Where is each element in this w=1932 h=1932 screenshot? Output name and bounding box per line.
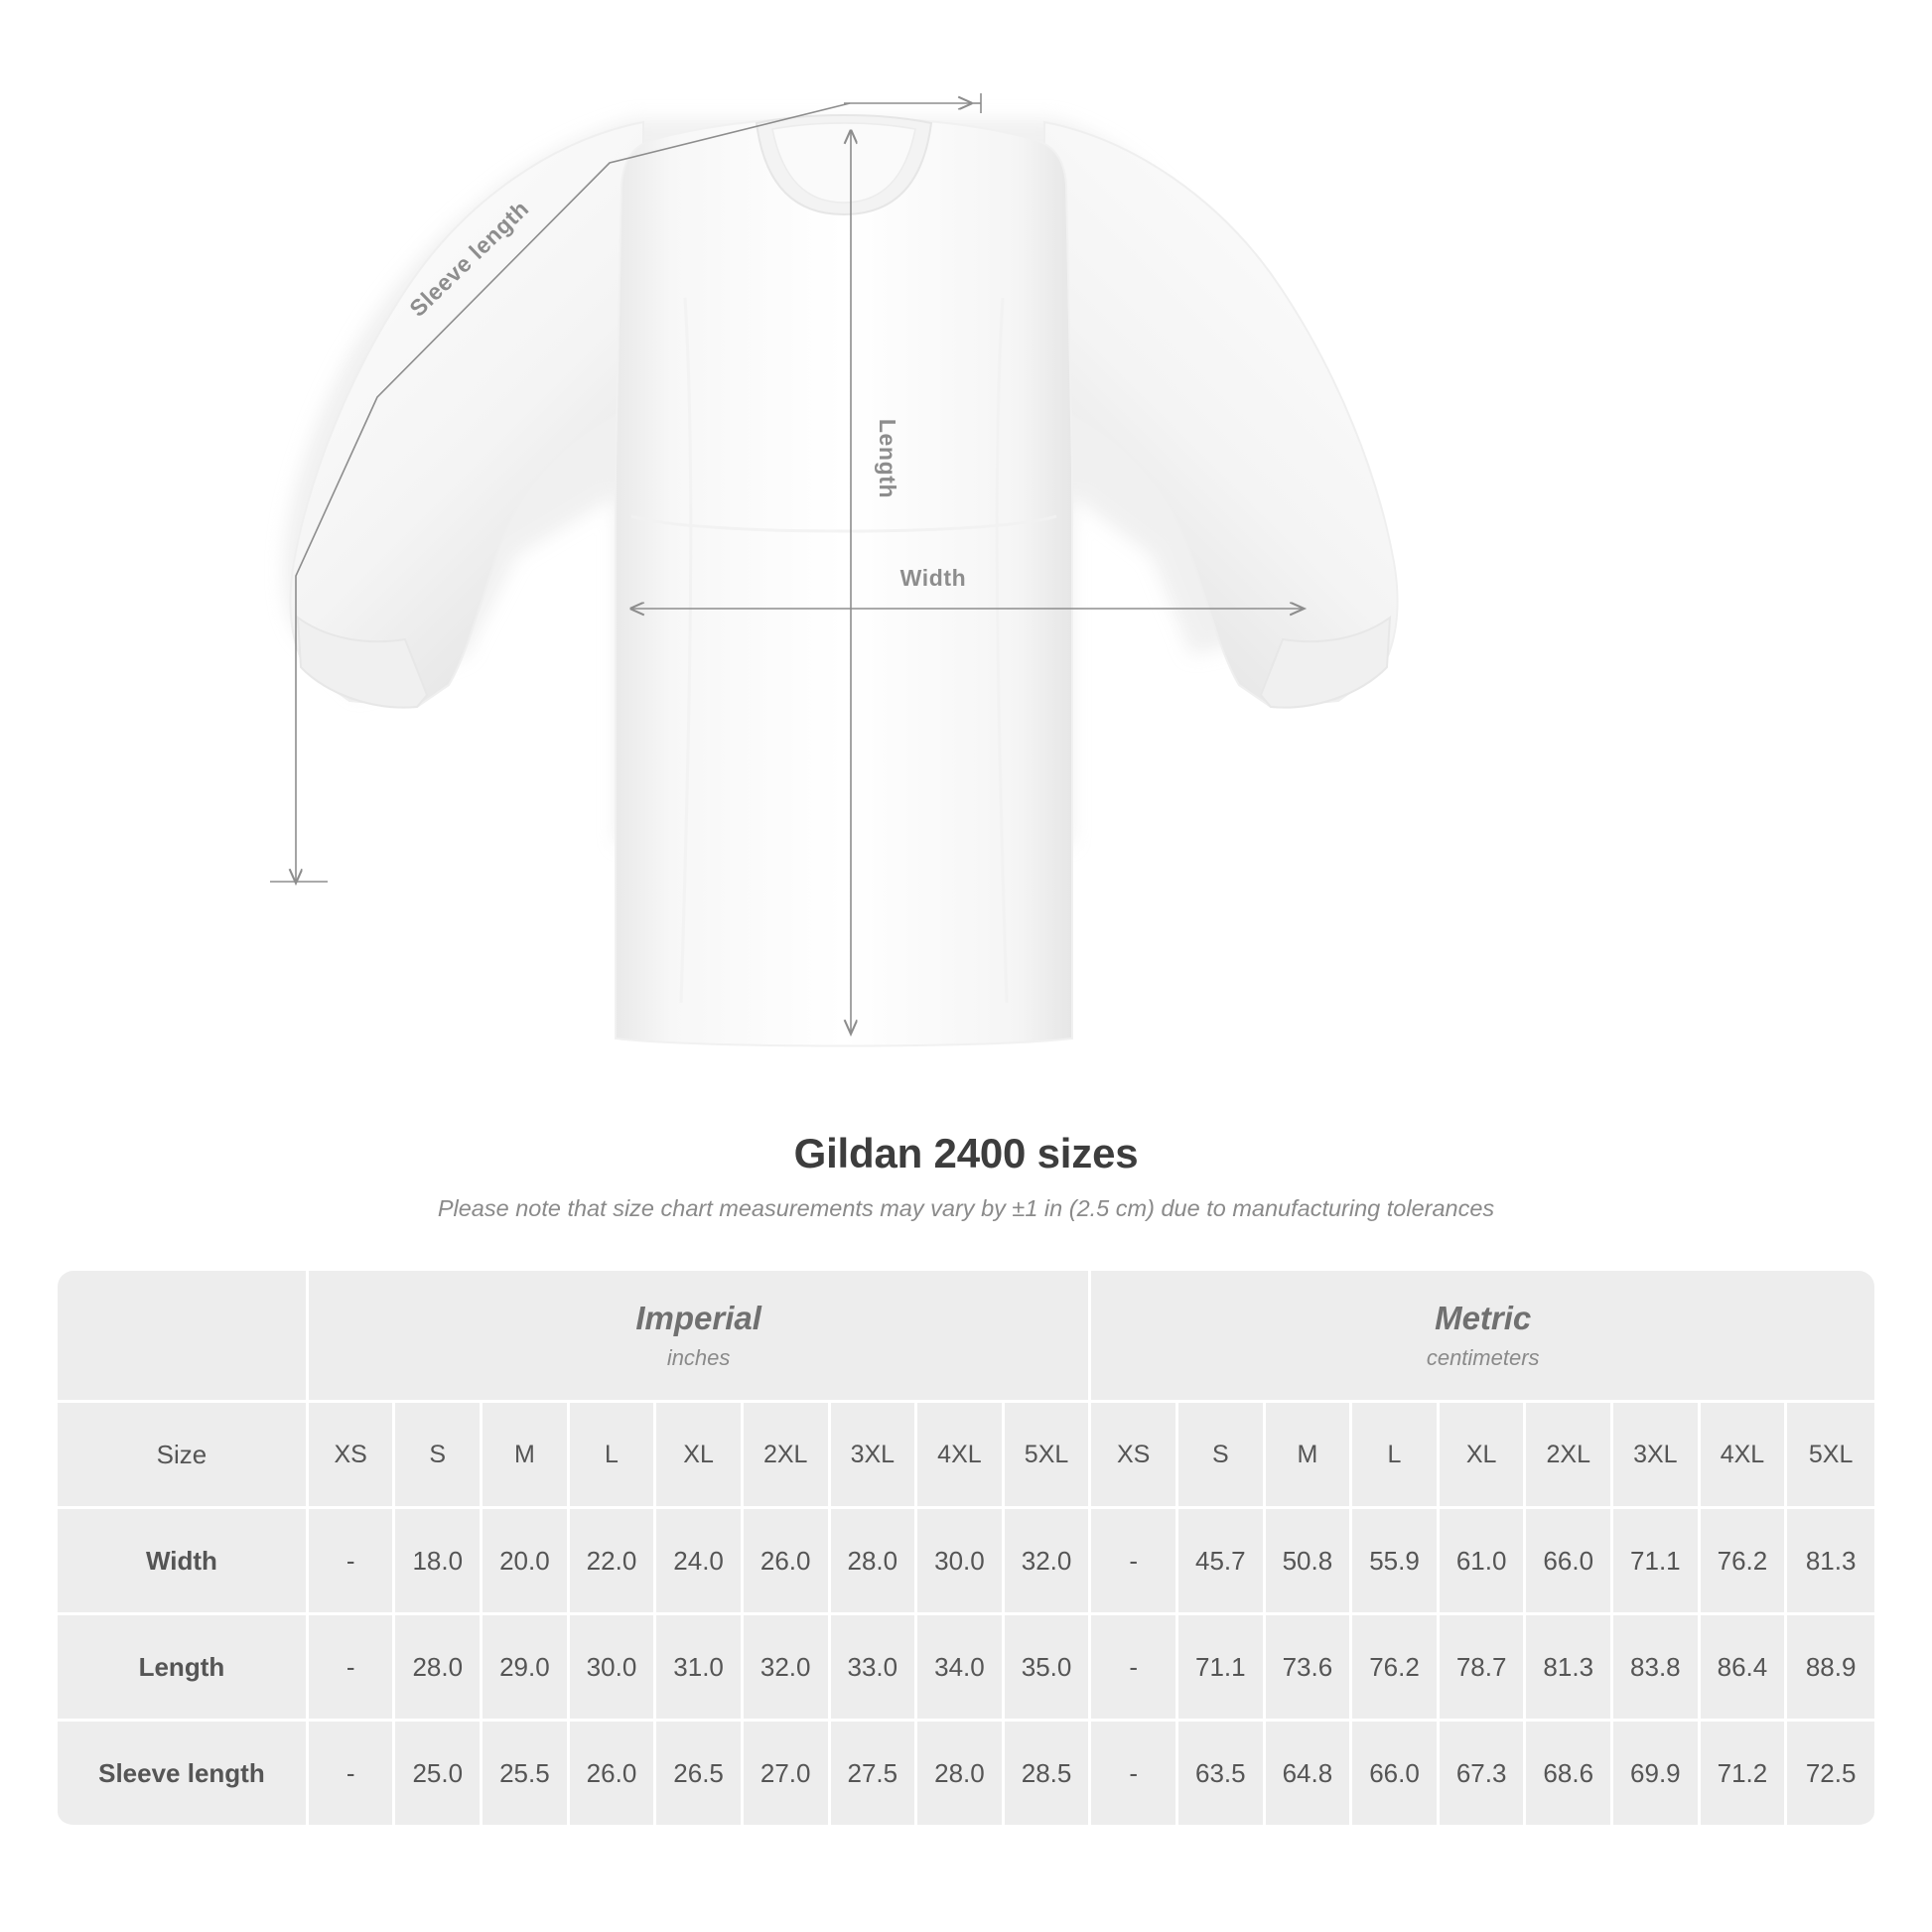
table-row <box>58 1509 1874 1615</box>
size-header-imperial-m: M <box>483 1403 570 1509</box>
cell-length-metric-l: 76.2 <box>1352 1615 1440 1722</box>
column-header-size: Size <box>58 1403 309 1509</box>
cell-sleeve-imperial-3xl: 27.5 <box>831 1722 918 1828</box>
cell-sleeve-imperial-s: 25.0 <box>395 1722 483 1828</box>
cell-length-imperial-2xl: 32.0 <box>744 1615 831 1722</box>
unit-name-imperial: Imperial <box>635 1300 761 1336</box>
unit-sub-imperial: inches <box>666 1345 731 1370</box>
size-header-metric-2xl: 2XL <box>1526 1403 1613 1509</box>
cell-width-metric-m: 50.8 <box>1266 1509 1353 1615</box>
cell-width-imperial-m: 20.0 <box>483 1509 570 1615</box>
cell-length-metric-xs: - <box>1091 1615 1178 1722</box>
length-label: Length <box>875 418 900 499</box>
cell-sleeve-imperial-xl: 26.5 <box>656 1722 744 1828</box>
cell-sleeve-metric-4xl: 71.2 <box>1701 1722 1788 1828</box>
size-header-imperial-s: S <box>395 1403 483 1509</box>
cell-sleeve-imperial-m: 25.5 <box>483 1722 570 1828</box>
cell-length-metric-m: 73.6 <box>1266 1615 1353 1722</box>
size-header-imperial-4xl: 4XL <box>917 1403 1005 1509</box>
size-header-row <box>58 1403 1874 1509</box>
cell-width-imperial-s: 18.0 <box>395 1509 483 1615</box>
cell-length-imperial-xs: - <box>309 1615 396 1722</box>
left-sleeve <box>290 122 643 707</box>
cell-width-imperial-5xl: 32.0 <box>1005 1509 1092 1615</box>
cell-length-metric-3xl: 83.8 <box>1613 1615 1701 1722</box>
cell-sleeve-metric-l: 66.0 <box>1352 1722 1440 1828</box>
size-header-metric-4xl: 4XL <box>1701 1403 1788 1509</box>
size-header-imperial-2xl: 2XL <box>744 1403 831 1509</box>
cell-length-imperial-xl: 31.0 <box>656 1615 744 1722</box>
size-header-metric-5xl: 5XL <box>1787 1403 1874 1509</box>
size-header-imperial-5xl: 5XL <box>1005 1403 1092 1509</box>
row-label-length: Length <box>58 1615 309 1722</box>
right-sleeve <box>1044 122 1398 707</box>
cell-width-metric-l: 55.9 <box>1352 1509 1440 1615</box>
row-label-sleeve-length: Sleeve length <box>58 1722 309 1828</box>
size-header-metric-s: S <box>1178 1403 1266 1509</box>
cell-width-metric-4xl: 76.2 <box>1701 1509 1788 1615</box>
unit-header-metric <box>1091 1271 1874 1403</box>
cell-sleeve-imperial-4xl: 28.0 <box>917 1722 1005 1828</box>
size-header-metric-l: L <box>1352 1403 1440 1509</box>
cell-width-metric-2xl: 66.0 <box>1526 1509 1613 1615</box>
cell-width-metric-5xl: 81.3 <box>1787 1509 1874 1615</box>
cell-width-imperial-xs: - <box>309 1509 396 1615</box>
size-header-imperial-xs: XS <box>309 1403 396 1509</box>
size-header-imperial-3xl: 3XL <box>831 1403 918 1509</box>
cell-sleeve-metric-5xl: 72.5 <box>1787 1722 1874 1828</box>
cell-length-metric-4xl: 86.4 <box>1701 1615 1788 1722</box>
measurement-note: Please note that size chart measurements may vary by ±1 in (2.5 cm) due to manufacturing tolerances <box>437 1195 1495 1221</box>
size-header-imperial-xl: XL <box>656 1403 744 1509</box>
cell-length-metric-5xl: 88.9 <box>1787 1615 1874 1722</box>
cell-sleeve-metric-xl: 67.3 <box>1440 1722 1527 1828</box>
cell-width-imperial-3xl: 28.0 <box>831 1509 918 1615</box>
cell-sleeve-metric-s: 63.5 <box>1178 1722 1266 1828</box>
cell-sleeve-imperial-2xl: 27.0 <box>744 1722 831 1828</box>
cell-width-metric-s: 45.7 <box>1178 1509 1266 1615</box>
size-header-metric-xl: XL <box>1440 1403 1527 1509</box>
cell-sleeve-imperial-xs: - <box>309 1722 396 1828</box>
cell-sleeve-metric-2xl: 68.6 <box>1526 1722 1613 1828</box>
cell-sleeve-metric-xs: - <box>1091 1722 1178 1828</box>
table-row <box>58 1615 1874 1722</box>
unit-header-imperial <box>309 1271 1092 1403</box>
cell-length-imperial-s: 28.0 <box>395 1615 483 1722</box>
unit-sub-metric: centimeters <box>1426 1345 1540 1370</box>
size-table <box>58 1271 1874 1828</box>
cell-width-metric-xl: 61.0 <box>1440 1509 1527 1615</box>
cell-length-imperial-4xl: 34.0 <box>917 1615 1005 1722</box>
row-label-width: Width <box>58 1509 309 1615</box>
cell-length-imperial-m: 29.0 <box>483 1615 570 1722</box>
cell-sleeve-imperial-5xl: 28.5 <box>1005 1722 1092 1828</box>
cell-width-imperial-xl: 24.0 <box>656 1509 744 1615</box>
unit-name-metric: Metric <box>1435 1300 1532 1336</box>
table-row <box>58 1722 1874 1828</box>
cell-length-metric-s: 71.1 <box>1178 1615 1266 1722</box>
size-header-metric-xs: XS <box>1091 1403 1178 1509</box>
cell-length-metric-xl: 78.7 <box>1440 1615 1527 1722</box>
cell-length-imperial-3xl: 33.0 <box>831 1615 918 1722</box>
width-label: Width <box>899 565 967 591</box>
size-header-imperial-l: L <box>570 1403 657 1509</box>
cell-width-imperial-4xl: 30.0 <box>917 1509 1005 1615</box>
cell-length-imperial-5xl: 35.0 <box>1005 1615 1092 1722</box>
cell-sleeve-metric-m: 64.8 <box>1266 1722 1353 1828</box>
unit-header-blank <box>58 1271 309 1403</box>
cell-width-metric-3xl: 71.1 <box>1613 1509 1701 1615</box>
cell-width-imperial-l: 22.0 <box>570 1509 657 1615</box>
cell-sleeve-metric-3xl: 69.9 <box>1613 1722 1701 1828</box>
size-table-wrapper <box>58 1271 1874 1828</box>
title-block <box>0 1130 1932 1222</box>
cell-width-metric-xs: - <box>1091 1509 1178 1615</box>
size-header-metric-m: M <box>1266 1403 1353 1509</box>
cell-length-imperial-l: 30.0 <box>570 1615 657 1722</box>
unit-header-row <box>58 1271 1874 1403</box>
size-header-metric-3xl: 3XL <box>1613 1403 1701 1509</box>
cell-length-metric-2xl: 81.3 <box>1526 1615 1613 1722</box>
page-title: Gildan 2400 sizes <box>793 1130 1139 1176</box>
cell-sleeve-imperial-l: 26.0 <box>570 1722 657 1828</box>
sleeve-length-label: Sleeve length <box>404 195 534 322</box>
cell-width-imperial-2xl: 26.0 <box>744 1509 831 1615</box>
